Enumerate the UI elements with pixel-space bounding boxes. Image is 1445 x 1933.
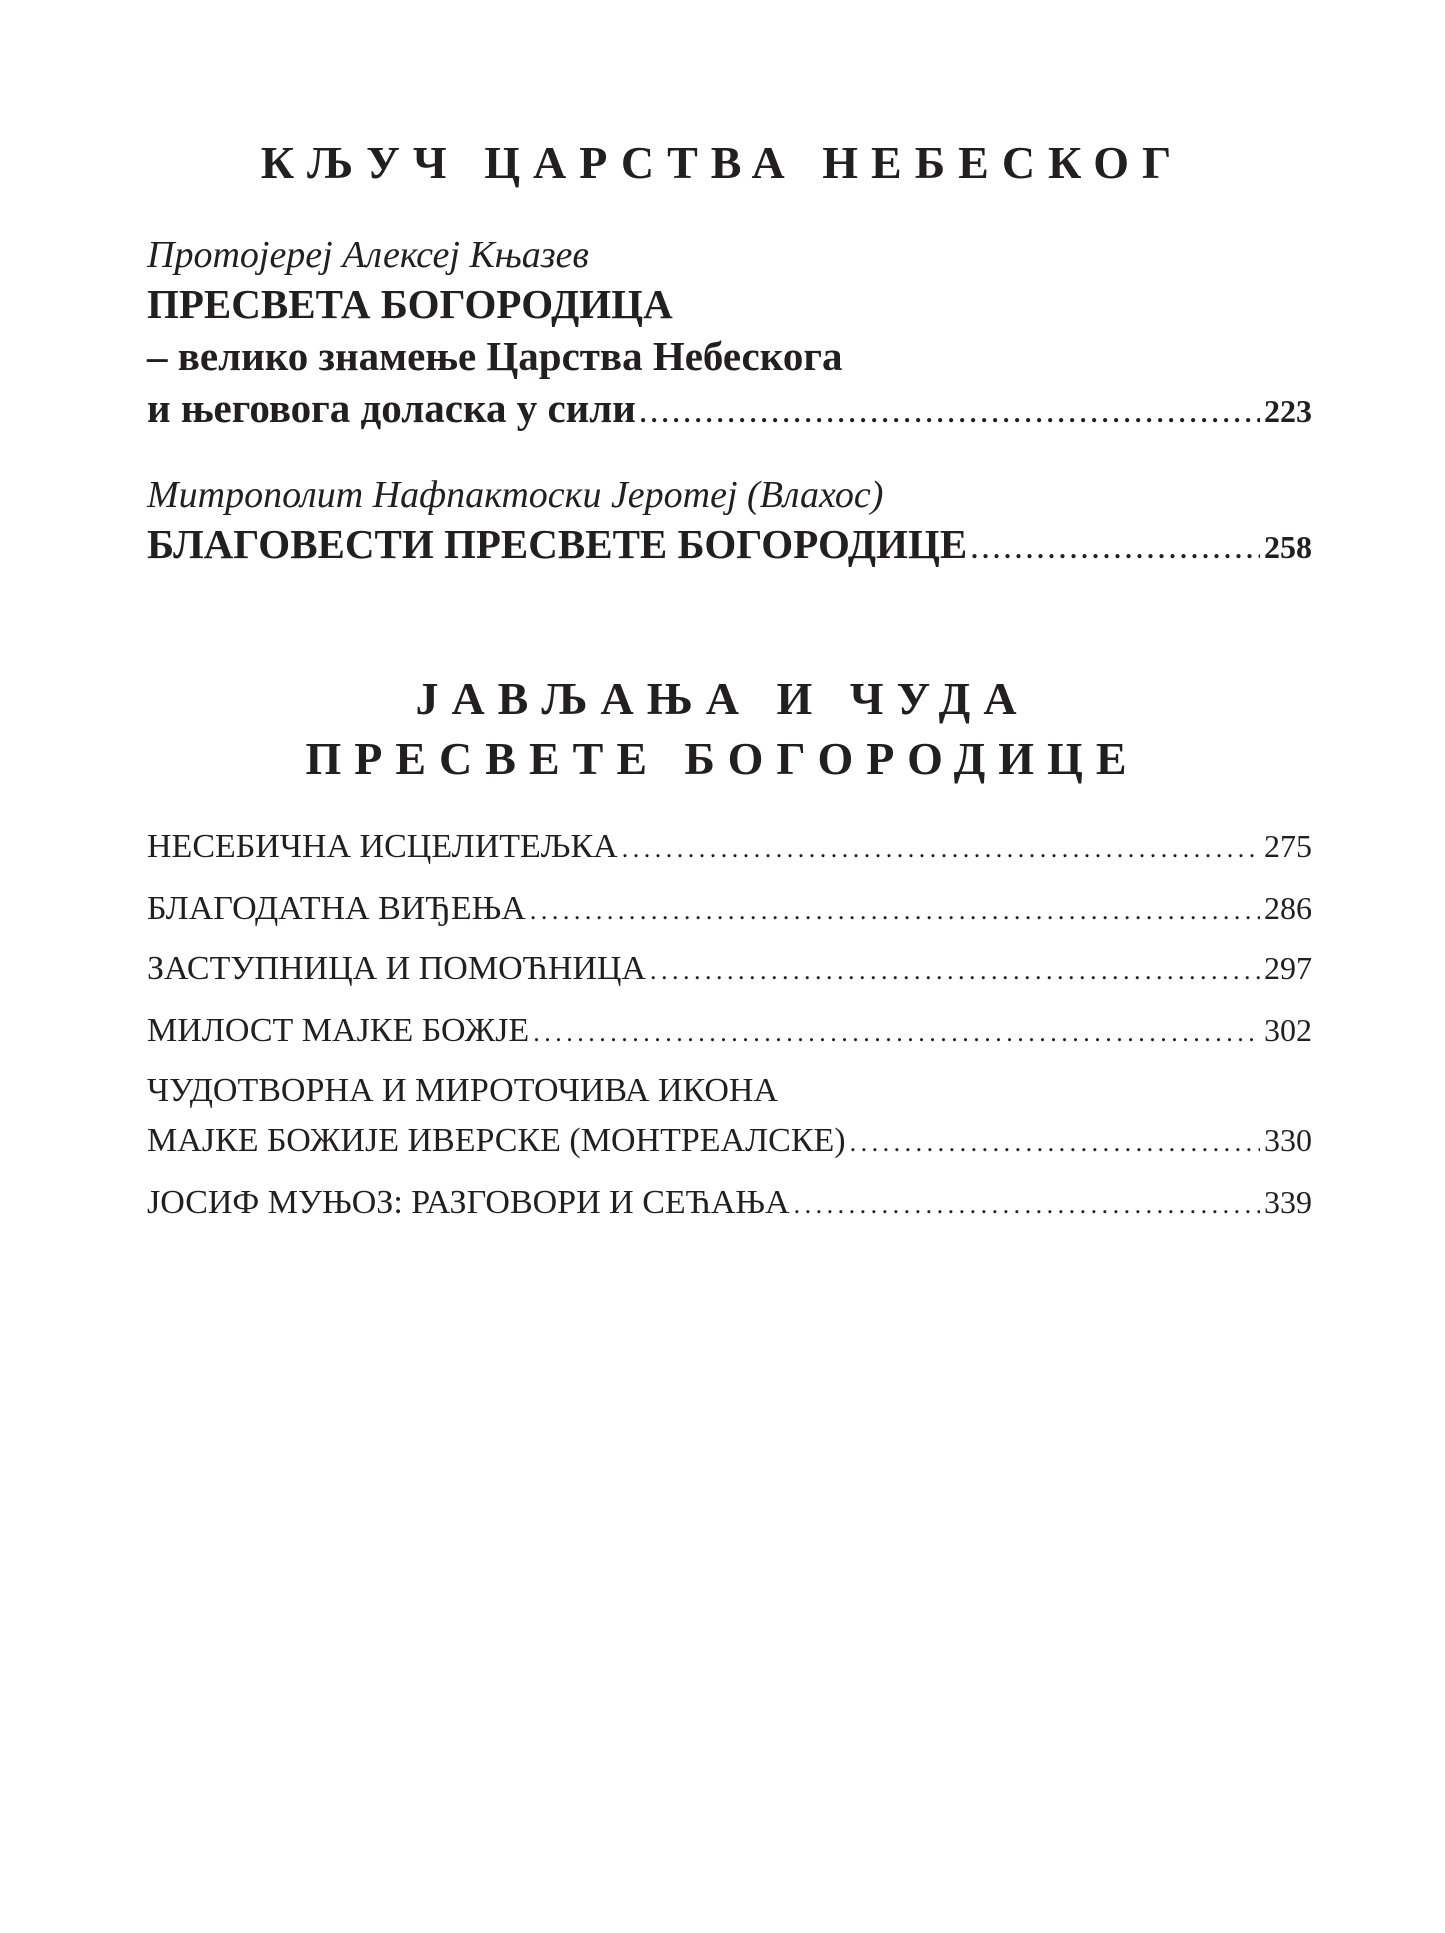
dot-leader <box>530 898 1260 924</box>
page-number: 297 <box>1264 950 1312 986</box>
entry-title: НЕСЕБИЧНА ИСЦЕЛИТЕЉКА <box>147 828 618 865</box>
toc-row[interactable] <box>147 830 1312 864</box>
section-title-line: ПРЕСВЕТЕ БОГОРОДИЦЕ <box>305 733 1140 784</box>
page-number: 302 <box>1264 1012 1312 1048</box>
page-number: 258 <box>1264 529 1312 565</box>
entry-title-line: – велико знамење Царства Небескога <box>147 333 843 379</box>
toc-row[interactable] <box>147 521 1312 567</box>
entry-author: Протојереј Алексеј Књазев <box>147 234 589 276</box>
page-number: 223 <box>1264 393 1312 429</box>
entry-title: МИЛОСТ МАЈКЕ БОЖЈЕ <box>147 1012 530 1049</box>
page-number: 339 <box>1264 1184 1312 1220</box>
entry-title-line: МАЈКЕ БОЖИЈЕ ИВЕРСКЕ (МОНТРЕАЛСКЕ) <box>147 1122 846 1159</box>
section-title-line: ЈАВЉАЊА И ЧУДА <box>415 673 1030 724</box>
entry-author: Митрополит Нафпактоски Јеротеј (Влахос) <box>147 474 884 516</box>
toc-row[interactable] <box>147 952 1312 986</box>
toc-row[interactable] <box>147 892 1312 926</box>
entry-title-line: ПРЕСВЕТА БОГОРОДИЦА <box>147 281 673 327</box>
toc-row[interactable] <box>147 385 1312 431</box>
dot-leader <box>622 836 1260 862</box>
dot-leader <box>640 401 1260 427</box>
dot-leader <box>650 958 1260 984</box>
entry-title: БЛАГОДАТНА ВИЂЕЊА <box>147 890 526 927</box>
entry-title: ЈОСИФ МУЊОЗ: РАЗГОВОРИ И СЕЋАЊА <box>147 1184 790 1221</box>
dot-leader <box>850 1130 1260 1156</box>
dot-leader <box>533 1020 1260 1046</box>
page-number: 330 <box>1264 1122 1312 1158</box>
page-number: 286 <box>1264 890 1312 926</box>
entry-title-line: ЧУДОТВОРНА И МИРОТОЧИВА ИКОНА <box>147 1072 779 1109</box>
section-title-key-of-kingdom: КЉУЧ ЦАРСТВА НЕБЕСКОГ <box>260 137 1185 188</box>
dot-leader <box>971 537 1260 563</box>
entry-title-line: БЛАГОВЕСТИ ПРЕСВЕТЕ БОГОРОДИЦЕ <box>147 521 968 567</box>
dot-leader <box>794 1192 1260 1218</box>
toc-row[interactable] <box>147 1014 1312 1048</box>
toc-row[interactable] <box>147 1124 1312 1158</box>
page-number: 275 <box>1264 828 1312 864</box>
toc-row[interactable] <box>147 1186 1312 1220</box>
entry-title-line: и његовога доласка у сили <box>147 385 636 431</box>
entry-title: ЗАСТУПНИЦА И ПОМОЋНИЦА <box>147 950 647 987</box>
